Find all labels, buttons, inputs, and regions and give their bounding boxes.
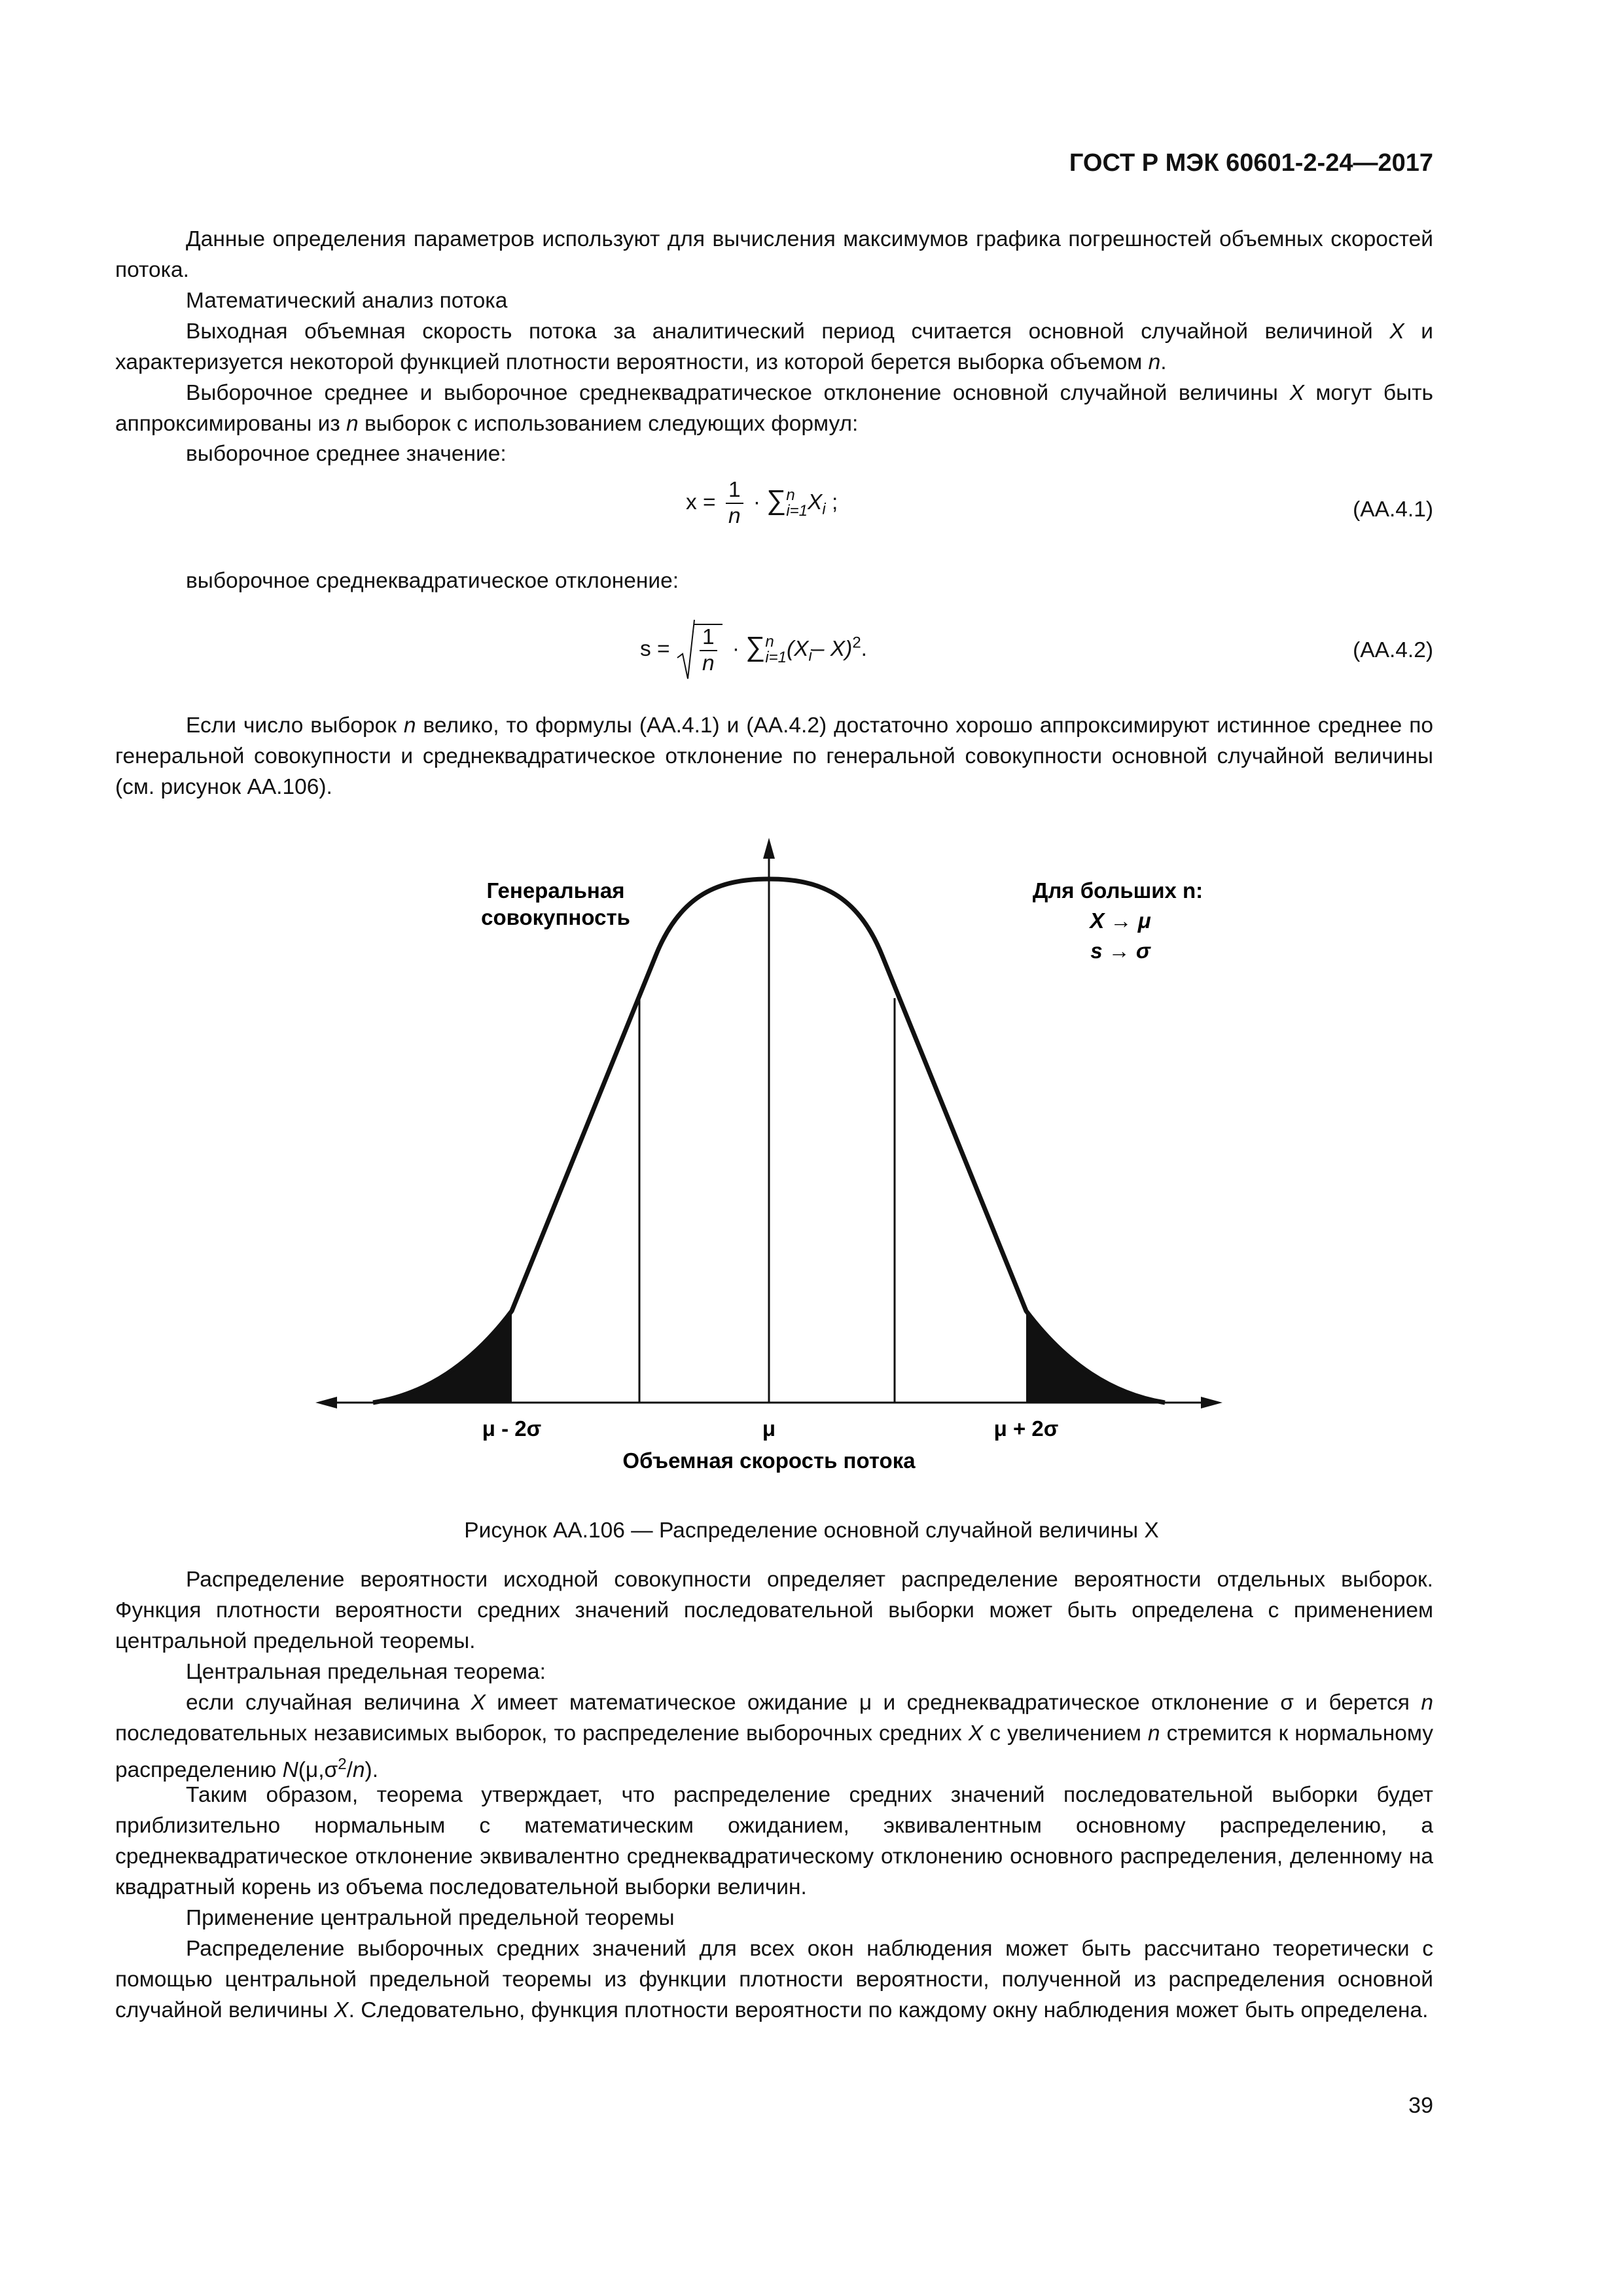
x-axis-label: Объемная скорость потока (622, 1448, 916, 1473)
left-tail-shade (373, 1311, 512, 1403)
right-tail-shade (1026, 1311, 1165, 1403)
tick-label-right: μ + 2σ (993, 1416, 1059, 1441)
paragraph-8: Распределение вероятности исходной совокупности определяет распределение вероятности отдельных выборок. Функция плотности вероятности средних значений последовательной выборки может быть определена с применением центральной предельной теоремы. (115, 1568, 1433, 1653)
standard-header: ГОСТ Р МЭК 60601-2-24—2017 (1069, 149, 1433, 177)
paragraph-5: выборочное среднее значение: (186, 442, 507, 466)
paragraph-12: Применение центральной предельной теоремы (186, 1906, 675, 1930)
figure-caption: Рисунок АА.106 — Распределение основной случайной величины X (464, 1518, 1159, 1543)
equation-label-2: (АА.4.2) (1353, 638, 1433, 662)
paragraph-2: Математический анализ потока (186, 289, 508, 313)
paragraph-13: Распределение выборочных средних значений для всех окон наблюдения может быть рассчитано теоретически с помощью центральной предельной теоремы из функции плотности вероятности, полученной из распределения основной случайной величины X. Следовательно, функция плотности вероятности по каждому окну наблюдения может быть определена. (115, 1937, 1433, 2022)
label-s-sigma: s → σ (1090, 939, 1150, 963)
tick-label-left: μ - 2σ (482, 1416, 542, 1441)
paragraph-1: Данные определения параметров используют для вычисления максимумов графика погрешностей объемных скоростей потока. (115, 227, 1433, 282)
page-number: 39 (1408, 2093, 1433, 2118)
y-axis-arrow-icon (763, 838, 775, 859)
label-population-2: совокупность (481, 905, 630, 929)
tick-label-center: μ (762, 1416, 776, 1441)
paragraph-10: если случайная величина X имеет математическое ожидание μ и среднеквадратическое отклонение σ и берется n последовательных независимых выборок, то распределение выборочных средних X с увеличением n стремится к нормальному распределению $N(\mu,\sigma^2/n)$. (115, 1691, 1433, 1783)
paragraph-6: выборочное среднеквадратическое отклонение: (186, 569, 679, 593)
distribution-figure (0, 831, 1623, 1512)
paragraph-9: Центральная предельная теорема: (186, 1660, 546, 1684)
paragraph-4: Выборочное среднее и выборочное среднеквадратическое отклонение основной случайной величины X могут быть аппроксимированы из n выборок с использованием следующих формул: (115, 381, 1433, 436)
formula-mean: x = $\frac{1}{n}$ · ∑ n i=1 $X_i$ ; (686, 478, 838, 528)
label-large-n: Для больших n: (1032, 878, 1204, 903)
paragraph-7: Если число выборок n велико, то формулы (АА.4.1) и (АА.4.2) достаточно хорошо аппроксимируют истинное среднее по генеральной совокупности и среднеквадратическое отклонение по генеральной совокупности основной случайной величины (см. рисунок АА.106). (115, 713, 1433, 799)
radical-icon (676, 619, 696, 681)
label-population-1: Генеральная (486, 878, 625, 903)
paragraph-11: Таким образом, теорема утверждает, что распределение средних значений последовательной выборки будет приблизительно нормальным с математическим ожиданием, эквивалентным основному распределению, а среднеквадратическое отклонение эквивалентно среднеквадратическому отклонению основного распределения, деленному на квадратный корень из объема последовательной выборки величин. (115, 1783, 1433, 1899)
label-x-mu: X → μ (1090, 908, 1151, 933)
formula-std: s = $\frac{1}{n}$ · ∑ n i=1 ($X_i-$ X)$^2$. (640, 619, 867, 681)
x-axis-left-arrow-icon (315, 1397, 337, 1408)
paragraph-3: Выходная объемная скорость потока за аналитический период считается основной случайной величиной X и характеризуется некоторой функцией плотности вероятности, из которой берется выборка объемом n. (115, 319, 1433, 374)
x-axis-right-arrow-icon (1201, 1397, 1222, 1408)
equation-label-1: (АА.4.1) (1353, 497, 1433, 522)
